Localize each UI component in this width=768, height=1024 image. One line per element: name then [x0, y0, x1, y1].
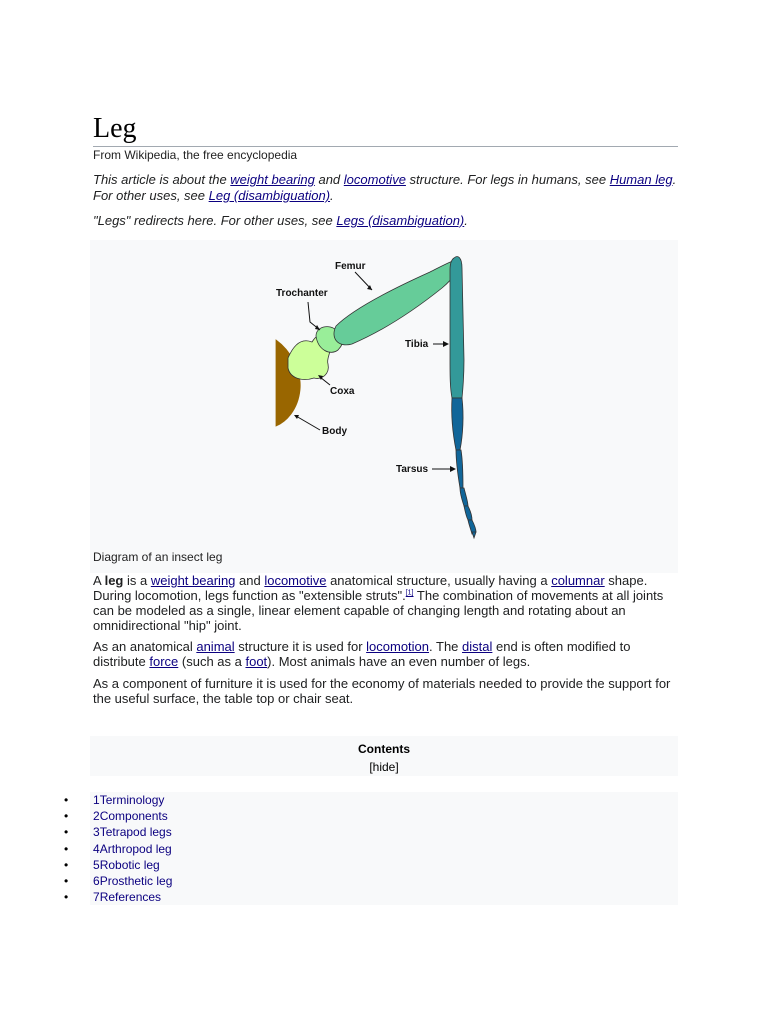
hatnote-text: and — [314, 172, 344, 187]
toc-item[interactable] — [64, 889, 678, 905]
bullet-icon: • — [64, 841, 69, 856]
bullet-icon: • — [64, 857, 69, 872]
toc-item-label[interactable]: References — [99, 890, 162, 905]
link-locomotive[interactable]: locomotive — [264, 573, 327, 588]
insect-leg-diagram — [90, 240, 678, 540]
hatnote-text: This article is about the — [93, 172, 231, 187]
toc-hide-toggle[interactable]: [hide] — [369, 760, 399, 774]
link-columnar[interactable]: columnar — [551, 573, 605, 588]
para-text: is a — [123, 573, 151, 588]
tarsus-claw — [472, 532, 476, 538]
toc-item-label[interactable]: Components — [99, 809, 168, 824]
toc-item-number[interactable]: 3 — [93, 825, 100, 840]
para-text: anatomical structure, usually having a — [326, 573, 552, 588]
hatnote-text: structure. For legs in humans, see — [405, 172, 610, 187]
bullet-icon: • — [64, 793, 69, 807]
link-human-leg[interactable]: Human leg — [609, 172, 673, 187]
figure-caption: Diagram of an insect leg — [93, 550, 223, 564]
toc-item-label[interactable]: Robotic leg — [99, 857, 160, 872]
hatnote-about — [93, 172, 678, 204]
intro-paragraph-2 — [93, 639, 681, 669]
link-locomotive[interactable]: locomotive — [343, 172, 406, 187]
label-tarsus: Tarsus — [396, 464, 429, 475]
tarsus-shape — [452, 398, 463, 450]
hatnote-text: . For other uses, see — [93, 172, 677, 203]
toc-item[interactable] — [64, 841, 678, 857]
bullet-icon: • — [64, 874, 69, 889]
toc-title: Contents — [358, 742, 410, 756]
tarsus-shape — [456, 450, 463, 488]
label-trochanter: Trochanter — [276, 288, 328, 299]
toc-item-number[interactable]: 7 — [93, 890, 100, 905]
toc-item-number[interactable]: 2 — [93, 809, 100, 824]
pointer-body — [296, 416, 320, 430]
para-text: (such as a — [178, 654, 246, 669]
link-leg-disambiguation[interactable]: Leg (disambiguation) — [208, 188, 331, 203]
link-distal[interactable]: distal — [462, 639, 493, 654]
label-tibia: Tibia — [405, 339, 429, 350]
toc-item-number[interactable]: 4 — [93, 841, 100, 856]
arrowhead — [443, 341, 449, 347]
toc-item[interactable] — [64, 824, 678, 840]
link-force[interactable]: force — [149, 654, 179, 669]
bullet-icon: • — [64, 825, 69, 840]
para-text: shape. During locomotion, legs function as "extensible struts". — [93, 573, 648, 603]
para-text: and — [235, 573, 265, 588]
para-text: As an anatomical — [93, 639, 197, 654]
pointer-trochanter — [308, 302, 320, 330]
para-text: ). Most animals have an even number of legs. — [267, 654, 531, 669]
toc-item[interactable] — [64, 857, 678, 873]
site-tagline: From Wikipedia, the free encyclopedia — [93, 148, 298, 162]
link-animal[interactable]: animal — [196, 639, 235, 654]
label-femur: Femur — [335, 261, 366, 272]
link-weight-bearing[interactable]: weight bearing — [230, 172, 315, 187]
link-foot[interactable]: foot — [245, 654, 268, 669]
hatnote-text: . — [464, 213, 468, 228]
bold-term: leg — [104, 573, 124, 588]
reference-link[interactable]: [1] — [405, 589, 414, 597]
intro-paragraph-1 — [93, 573, 681, 633]
link-weight-bearing[interactable]: weight bearing — [150, 573, 236, 588]
tarsus-shape — [460, 488, 468, 506]
page-title: Leg — [93, 112, 678, 147]
para-text: structure it is used for — [234, 639, 367, 654]
toc-item-label[interactable]: Prosthetic leg — [99, 874, 173, 889]
intro-paragraph-3: As a component of furniture it is used for the economy of materials needed to provide the support for the useful surface, the table top or chair seat. — [93, 676, 671, 706]
insect-leg-figure[interactable] — [90, 240, 678, 573]
toc-header — [90, 736, 678, 776]
toc-item[interactable] — [64, 792, 678, 808]
toc-item-label[interactable]: Arthropod leg — [99, 841, 172, 856]
toc-item-number[interactable]: 5 — [93, 857, 100, 872]
para-text: A — [93, 573, 105, 588]
toc-item-number[interactable]: 6 — [93, 874, 100, 889]
tibia-shape — [450, 256, 464, 398]
para-text: . The — [429, 639, 463, 654]
toc-item-label[interactable]: Tetrapod legs — [99, 825, 172, 840]
arrowhead — [450, 466, 456, 472]
hatnote-redirect — [93, 213, 678, 229]
bullet-icon: • — [64, 890, 69, 905]
tarsus-shape — [464, 506, 472, 520]
link-legs-disambiguation[interactable]: Legs (disambiguation) — [336, 213, 465, 228]
toc-item-label[interactable]: Terminology — [99, 793, 165, 807]
arrowhead — [315, 325, 320, 330]
para-text: end is often modified to distribute — [93, 639, 631, 669]
femur-shape — [334, 260, 460, 345]
toc-list — [64, 792, 678, 905]
hatnote-text: . — [330, 188, 334, 203]
label-body: Body — [322, 426, 347, 437]
toc-item[interactable] — [64, 808, 678, 824]
hatnote-text: "Legs" redirects here. For other uses, see — [93, 213, 337, 228]
link-locomotion[interactable]: locomotion — [366, 639, 430, 654]
bullet-icon: • — [64, 809, 69, 824]
label-coxa: Coxa — [330, 386, 355, 397]
para-text: The combination of movements at all joints can be modeled as a single, linear element capable of changing length and rotating about an omnidirectional "hip" joint. — [93, 588, 664, 633]
toc-item-number[interactable]: 1 — [93, 793, 100, 807]
toc-item[interactable] — [64, 873, 678, 889]
